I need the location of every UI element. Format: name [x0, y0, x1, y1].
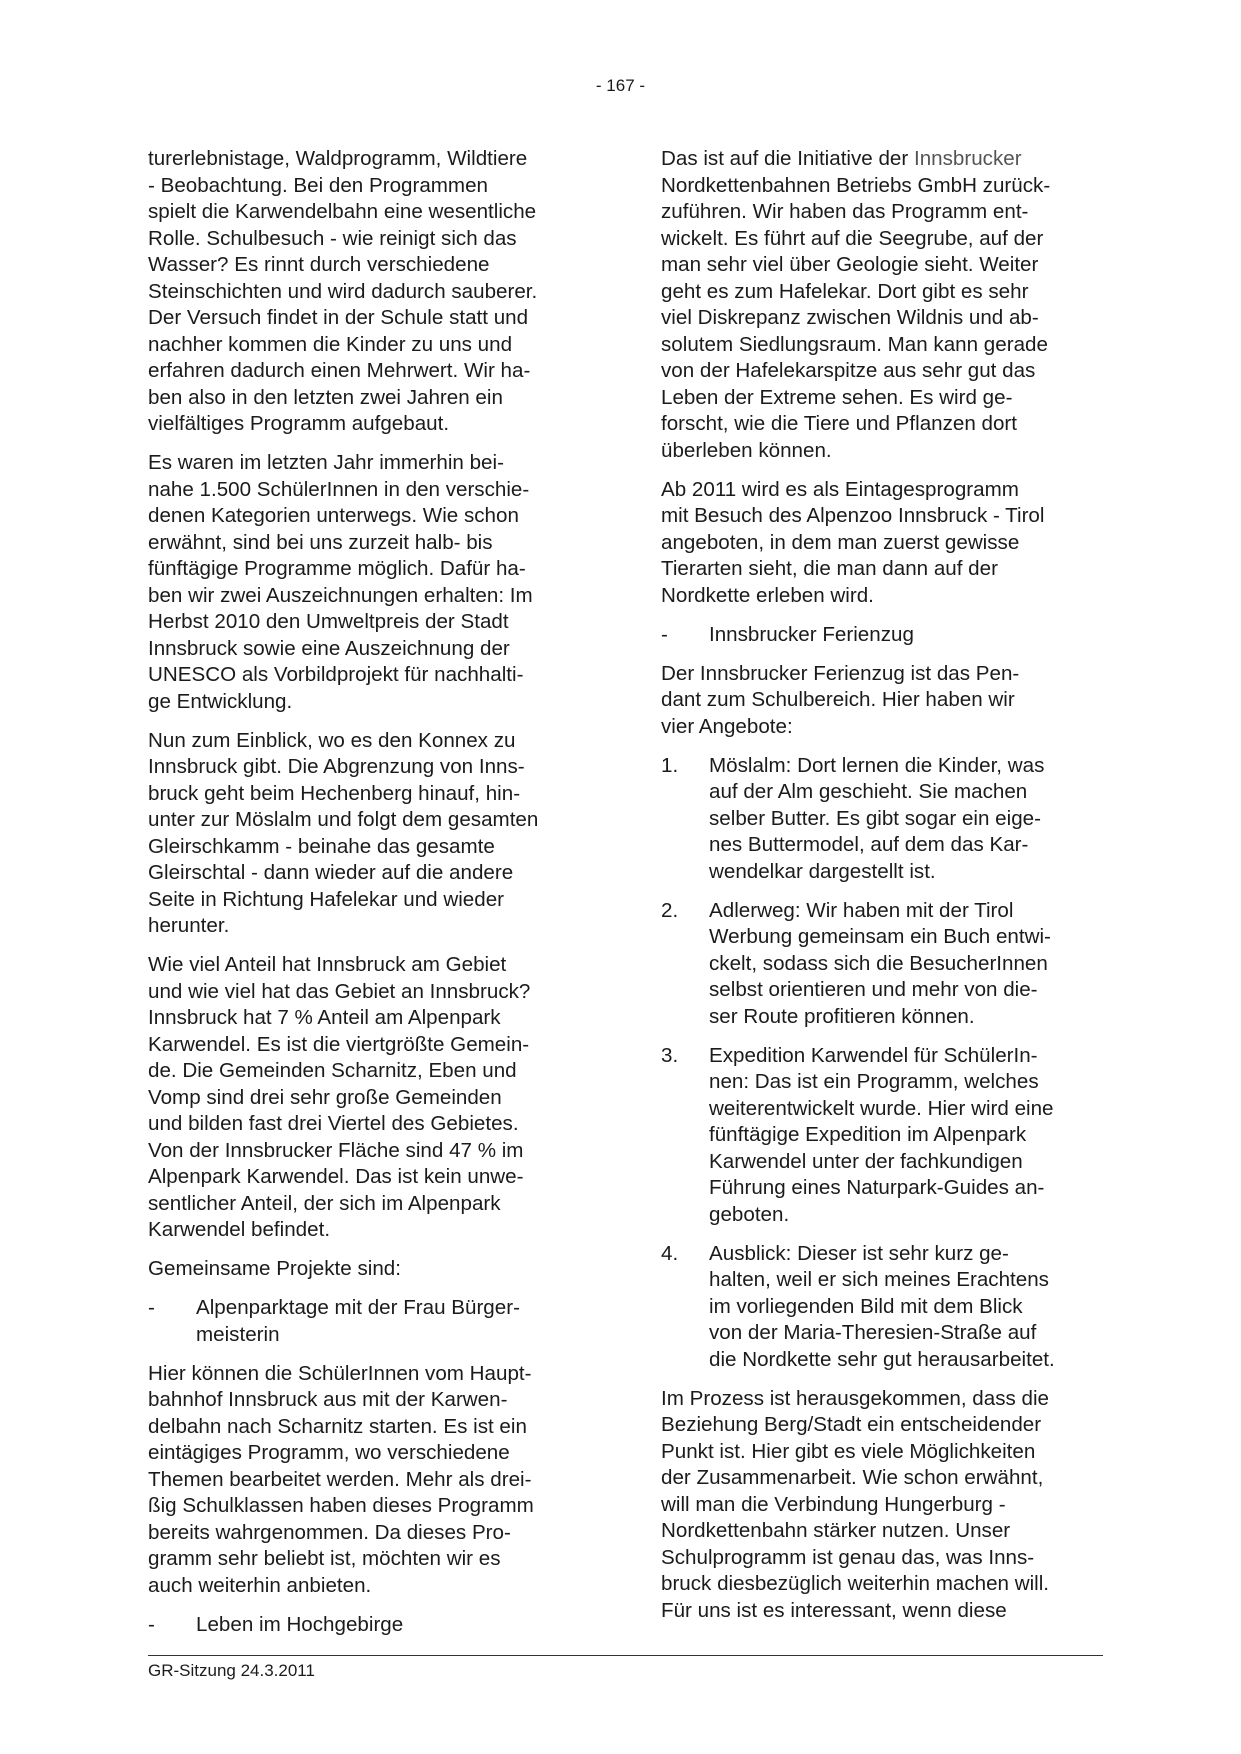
- paragraph: Wie viel Anteil hat Innsbruck am Gebiet und wie viel hat das Gebiet an Innsbruck? Innsbruck hat 7 % Anteil am Alpenpark Karwendel. Es ist die viertgrößte Gemein- de. Die Gemeinden Scharnitz, Eben und Vomp sind drei sehr große Gemeinden und bilden fast drei Viertel des Gebietes. Von der Innsbrucker Fläche sind 47 % im Alpenpark Karwendel. Das ist kein unwe- sentlicher Anteil, der sich im Alpenpark Karwendel befindet.: [148, 953, 531, 1241]
- list-item-text: Möslalm: Dort lernen die Kinder, was auf der Alm geschieht. Sie machen selber Butter. Es gibt sogar ein eige- nes Buttermodel, auf dem das Kar- wendelkar dargestellt ist.: [709, 753, 1045, 883]
- numbered-list-item: [661, 753, 1111, 886]
- dash-list-item: [148, 1295, 593, 1348]
- list-number: 4.: [661, 1241, 679, 1265]
- list-item-text: Leben im Hochgebirge: [196, 1612, 404, 1636]
- list-number: 1.: [661, 753, 679, 777]
- text-run-grey: Innsbrucker: [913, 147, 1022, 170]
- text-run: Das ist auf die Initiative der: [661, 147, 914, 170]
- dash-marker: -: [661, 622, 668, 646]
- right-column: [661, 146, 1111, 1637]
- numbered-list-item: [661, 1241, 1111, 1374]
- list-number: 3.: [661, 1043, 679, 1067]
- numbered-list-item: [661, 898, 1111, 1031]
- paragraph: Gemeinsame Projekte sind:: [148, 1257, 401, 1280]
- dash-list-item: [148, 1612, 593, 1639]
- list-item-text: Innsbrucker Ferienzug: [709, 622, 914, 646]
- footer-divider: [148, 1655, 1103, 1656]
- list-item-text: Ausblick: Dieser ist sehr kurz ge- halten, weil er sich meines Erachtens im vorliegenden Bild mit dem Blick von der Maria-Theresien-Straße auf die Nordkette sehr gut herausarbeitet.: [709, 1241, 1055, 1371]
- dash-marker: -: [148, 1612, 155, 1636]
- paragraph: Im Prozess ist herausgekommen, dass die Beziehung Berg/Stadt ein entscheidender Punkt ist. Hier gibt es viele Möglichkeiten der Zusammenarbeit. Wie schon erwähnt, will man die Verbindung Hungerburg - Nordkettenbahn stärker nutzen. Unser Schulprogramm ist genau das, was Inns- bruck diesbezüglich weiterhin machen will. Für uns ist es interessant, wenn diese: [661, 1386, 1050, 1622]
- list-number: 2.: [661, 898, 679, 922]
- paragraph: Der Innsbrucker Ferienzug ist das Pen- dant zum Schulbereich. Hier haben wir vier Angebote:: [661, 661, 1020, 738]
- paragraph: Hier können die SchülerInnen vom Haupt- bahnhof Innsbruck aus mit der Karwen- delbahn nach Scharnitz starten. Es ist ein eintägiges Programm, wo verschiedene Themen bearbeitet werden. Mehr als drei- ßig Schulklassen haben dieses Programm bereits wahrgenommen. Da dieses Pro- gramm sehr beliebt ist, möchten wir es auch weiterhin anbieten.: [148, 1361, 534, 1597]
- list-item-text: Expedition Karwendel für SchülerIn- nen: Das ist ein Programm, welches weiterentwickelt wurde. Hier wird eine fünftägige Expedition im Alpenpark Karwendel unter der fachkundigen Führung eines Naturpark-Guides an- geboten.: [709, 1043, 1054, 1226]
- dash-list-item: [661, 622, 1111, 649]
- dash-marker: -: [148, 1296, 155, 1319]
- page-number: - 167 -: [595, 76, 646, 95]
- left-column: [148, 146, 593, 1651]
- paragraph: turerlebnistage, Waldprogramm, Wildtiere - Beobachtung. Bei den Programmen spielt die Karwendelbahn eine wesentliche Rolle. Schulbesuch - wie reinigt sich das Wasser? Es rinnt durch verschiedene Steinschichten und wird dadurch sauberer. Der Versuch findet in der Schule statt und nachher kommen die Kinder zu uns und erfahren dadurch einen Mehrwert. Wir ha- ben also in den letzten zwei Jahren ein vielfältiges Programm aufgebaut.: [148, 147, 538, 435]
- paragraph: [661, 146, 1111, 464]
- list-item-text: Adlerweg: Wir haben mit der Tirol Werbung gemeinsam ein Buch entwi- ckelt, sodass sich die BesucherInnen selbst orientieren und mehr von die- ser Route profitieren können.: [709, 898, 1051, 1028]
- list-item-text: Alpenparktage mit der Frau Bürger- meisterin: [196, 1296, 520, 1346]
- paragraph: Nun zum Einblick, wo es den Konnex zu Innsbruck gibt. Die Abgrenzung von Inns- bruck geht beim Hechenberg hinauf, hin- unter zur Möslalm und folgt dem gesamten Gleirschkamm - beinahe das gesamte Gleirschtal - dann wieder auf die andere Seite in Richtung Hafelekar und wieder herunter.: [148, 728, 539, 937]
- paragraph: Es waren im letzten Jahr immerhin bei- nahe 1.500 SchülerInnen in den verschie- denen Kategorien unterwegs. Wie schon erwähnt, sind bei uns zurzeit halb- bis fünftägige Programme möglich. Dafür ha- ben wir zwei Auszeichnungen erhalten: Im Herbst 2010 den Umweltpreis der Stadt Innsbruck sowie eine Auszeichnung der UNESCO als Vorbildprojekt für nachhalti- ge Entwicklung.: [148, 451, 533, 713]
- footer-text: GR-Sitzung 24.3.2011: [148, 1661, 315, 1680]
- text-run: Nordkettenbahnen Betriebs GmbH zurück- zuführen. Wir haben das Programm ent- wickelt. Es führt auf die Seegrube, auf der man sehr viel über Geologie sieht. Weiter geht es zum Hafelekar. Dort gibt es sehr viel Diskrepanz zwischen Wildnis und ab- solutem Siedlungsraum. Man kann gerade von der Hafelekarspitze aus sehr gut das Leben der Extreme sehen. Es wird ge- forscht, wie die Tiere und Pflanzen dort überleben können.: [661, 173, 1051, 462]
- paragraph: Ab 2011 wird es als Eintagesprogramm mit Besuch des Alpenzoo Innsbruck - Tirol angeboten, in dem man zuerst gewisse Tierarten sieht, die man dann auf der Nordkette erleben wird.: [661, 477, 1045, 607]
- numbered-list-item: [661, 1043, 1111, 1229]
